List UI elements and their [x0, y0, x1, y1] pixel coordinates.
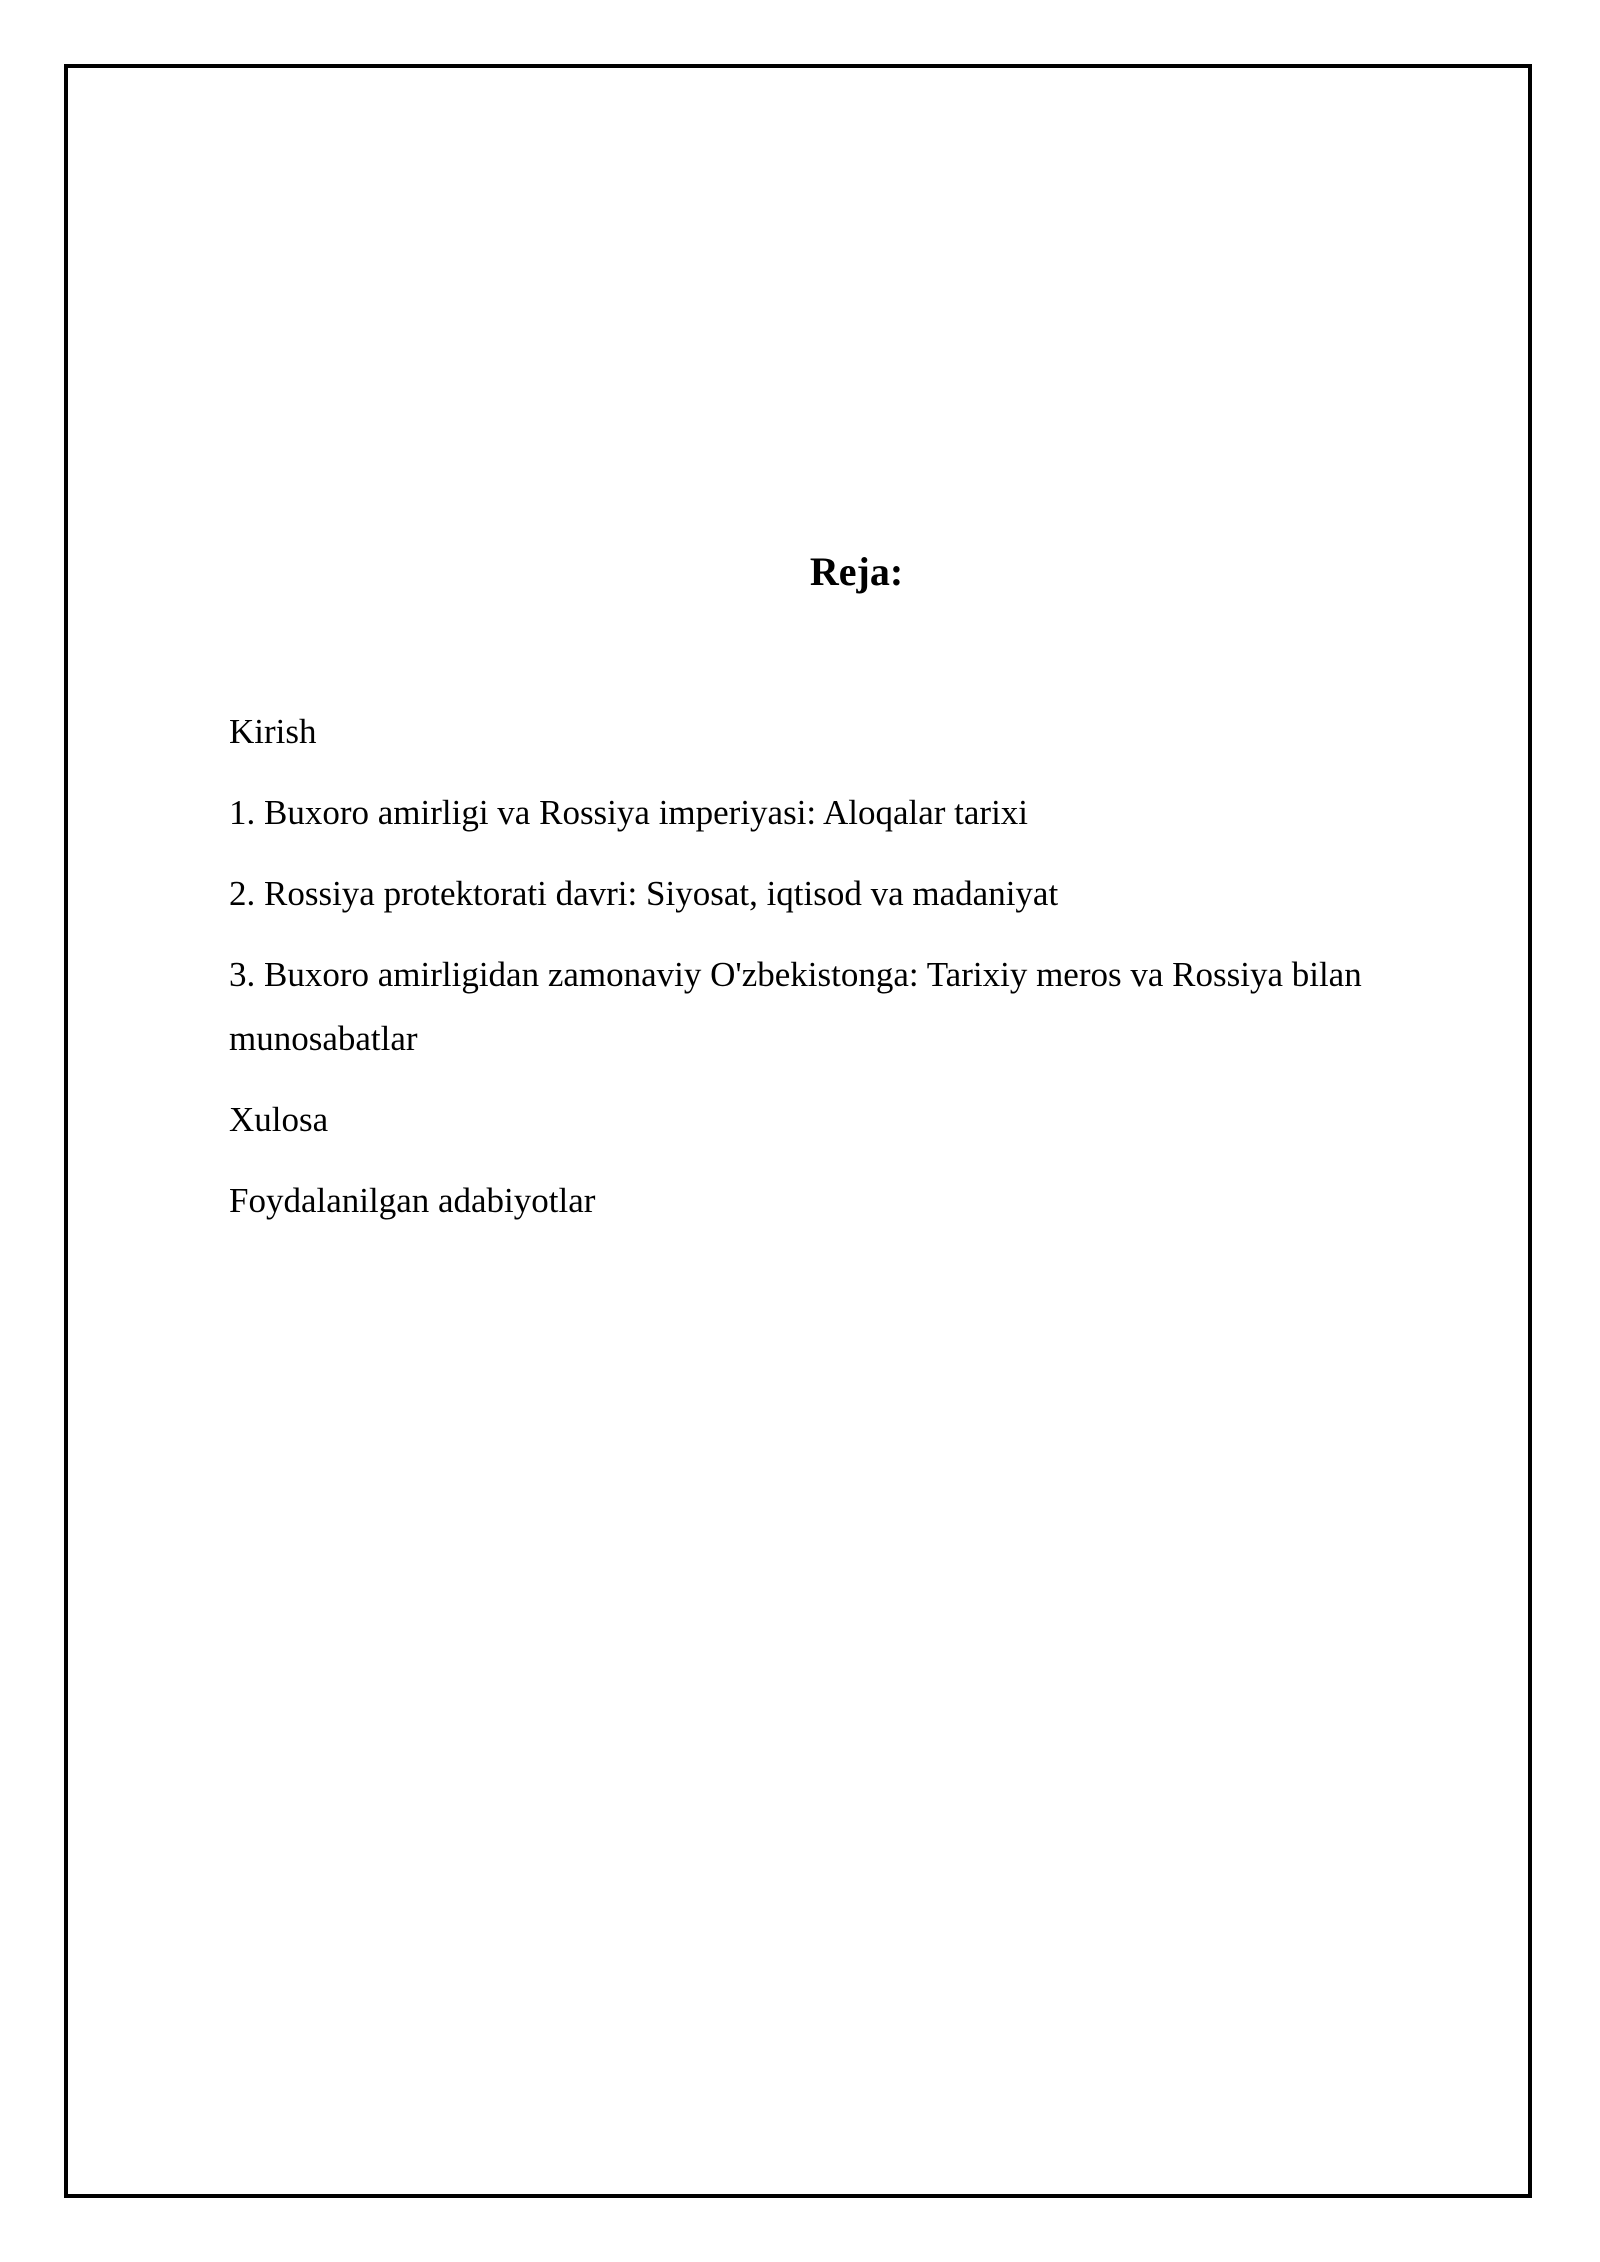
page-title: Reja: — [809, 549, 904, 594]
plan-item-introduction: Kirish — [229, 712, 317, 751]
plan-item-conclusion: Xulosa — [229, 1100, 329, 1139]
plan-item-3: 3. Buxoro amirligidan zamonaviy O'zbekistonga: Tarixiy meros va Rossiya bilan munosabatlar — [229, 955, 1362, 1058]
plan-item-2: 2. Rossiya protektorati davri: Siyosat, iqtisod va madaniyat — [229, 874, 1059, 913]
plan-item-references: Foydalanilgan adabiyotlar — [229, 1181, 596, 1220]
plan-list — [229, 700, 1459, 1250]
plan-item-1: 1. Buxoro amirligi va Rossiya imperiyasi: Aloqalar tarixi — [229, 793, 1029, 832]
